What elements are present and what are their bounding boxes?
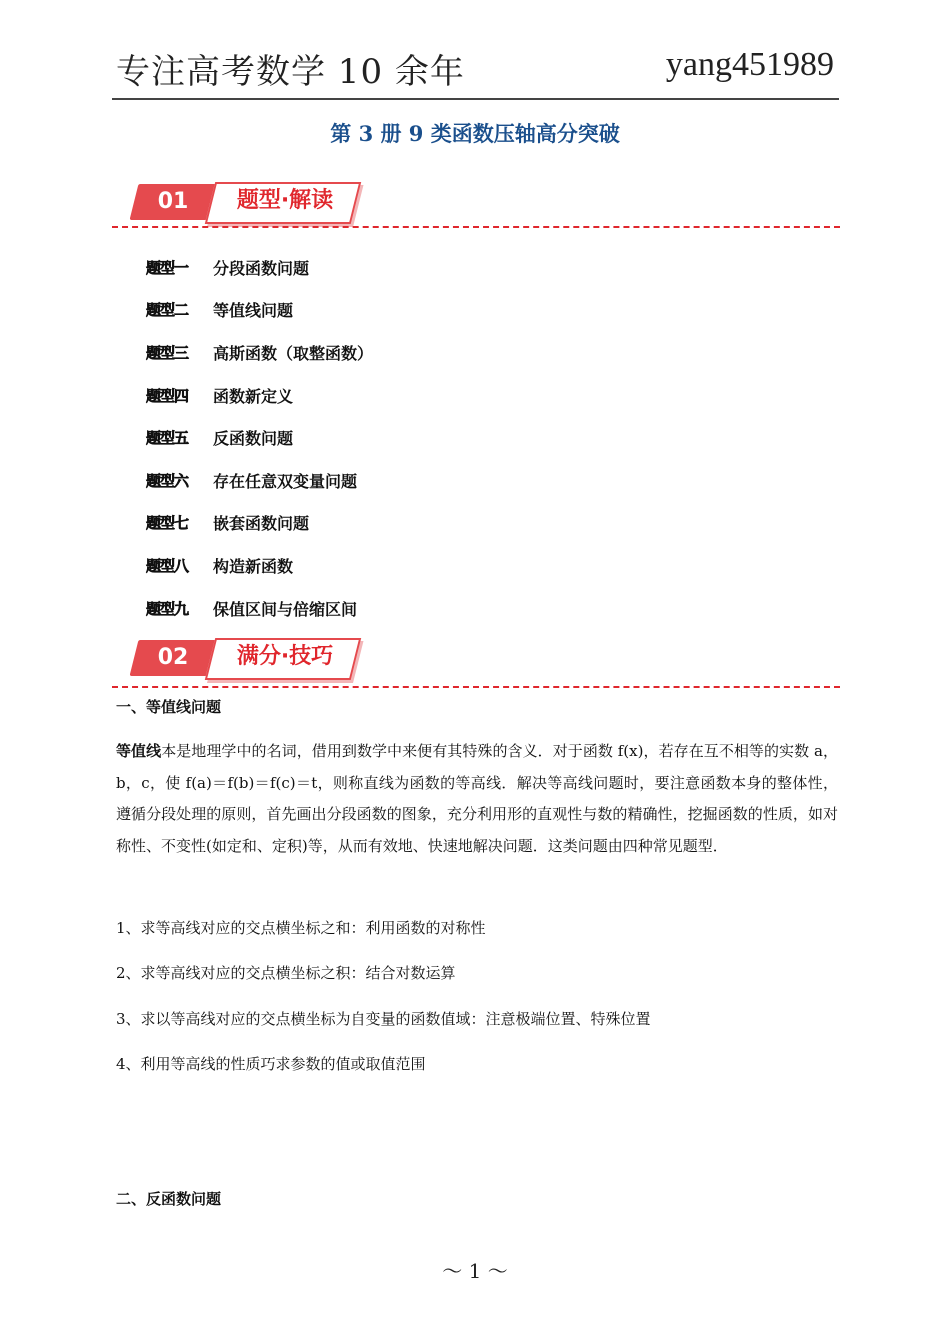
list-item bbox=[146, 374, 646, 417]
list-item: 3、求以等高线对应的交点横坐标为自变量的函数值域：注意极端位置、特殊位置 bbox=[116, 1010, 651, 1028]
section-banner-1 bbox=[134, 180, 374, 224]
type-tag: 题型八 bbox=[146, 556, 189, 575]
term-highlight: 等值线 bbox=[116, 742, 162, 760]
document-title: 第 3 册 9 类函数压轴高分突破 bbox=[330, 121, 620, 146]
type-name: 嵌套函数问题 bbox=[213, 514, 310, 534]
header-divider bbox=[112, 98, 839, 100]
page-number: ～ 1 ～ bbox=[442, 1259, 508, 1283]
type-name: 函数新定义 bbox=[213, 386, 294, 406]
type-name: 保值区间与倍缩区间 bbox=[213, 599, 358, 619]
type-name: 反函数问题 bbox=[213, 429, 294, 449]
section-divider-1 bbox=[112, 226, 840, 228]
type-tag: 题型三 bbox=[146, 343, 189, 362]
list-item bbox=[146, 331, 646, 374]
type-name: 存在任意双变量问题 bbox=[213, 471, 358, 491]
type-tag: 题型四 bbox=[146, 386, 189, 405]
list-item bbox=[146, 246, 646, 289]
type-tag: 题型六 bbox=[146, 471, 189, 490]
section-number: 02 bbox=[157, 645, 189, 670]
type-name: 构造新函数 bbox=[213, 556, 294, 576]
list-item bbox=[146, 587, 646, 630]
list-item: 4、利用等高线的性质巧求参数的值或取值范围 bbox=[116, 1055, 426, 1073]
type-tag: 题型九 bbox=[146, 599, 189, 618]
type-name: 等值线问题 bbox=[213, 301, 294, 321]
type-name: 高斯函数（取整函数） bbox=[213, 343, 374, 363]
type-name: 分段函数问题 bbox=[213, 258, 310, 278]
header-left-text: 专注高考数学 10 余年 bbox=[116, 52, 465, 92]
section-divider-2 bbox=[112, 686, 840, 688]
section-label: 题型·解读 bbox=[236, 188, 334, 213]
type-tag: 题型五 bbox=[146, 429, 189, 448]
list-item bbox=[146, 289, 646, 332]
type-tag: 题型二 bbox=[146, 301, 189, 320]
section-banner-2 bbox=[134, 636, 374, 680]
list-item bbox=[146, 544, 646, 587]
list-item bbox=[146, 416, 646, 459]
part2-heading: 二、反函数问题 bbox=[116, 1190, 222, 1208]
type-tag: 题型一 bbox=[146, 258, 189, 277]
section-number: 01 bbox=[157, 189, 189, 214]
header-right-text: yang451989 bbox=[665, 46, 834, 83]
type-tag: 题型七 bbox=[146, 514, 189, 533]
section-label: 满分·技巧 bbox=[236, 644, 334, 669]
list-item bbox=[146, 502, 646, 545]
part1-heading: 一、等值线问题 bbox=[116, 698, 222, 716]
question-type-list bbox=[146, 246, 646, 629]
paragraph-text-a: 本是地理学中的名词，借用到数学中来便有其特殊的含义． bbox=[161, 742, 553, 760]
list-item bbox=[146, 459, 646, 502]
list-item: 1、求等高线对应的交点横坐标之和：利用函数的对称性 bbox=[116, 919, 486, 937]
paragraph-text-b: 对于函数 f(x)，若存在互不相等的实数 a，b，c，使 f(a)＝f(b)＝f(c)＝t，则称直线为函数的等高线．解决等高线问题时，要注意函数本身的整体性，遵循分段处理的原则，首先画出分段函数的图象，充分利用形的直观性与数的精确性，挖掘函数的性质，如对称性、不变性(如定和、定积)等，从而有效地、快速地解决问题．这类问题由四种常见题型． bbox=[116, 742, 838, 855]
part1-paragraph bbox=[116, 736, 838, 862]
list-item: 2、求等高线对应的交点横坐标之积：结合对数运算 bbox=[116, 964, 456, 982]
